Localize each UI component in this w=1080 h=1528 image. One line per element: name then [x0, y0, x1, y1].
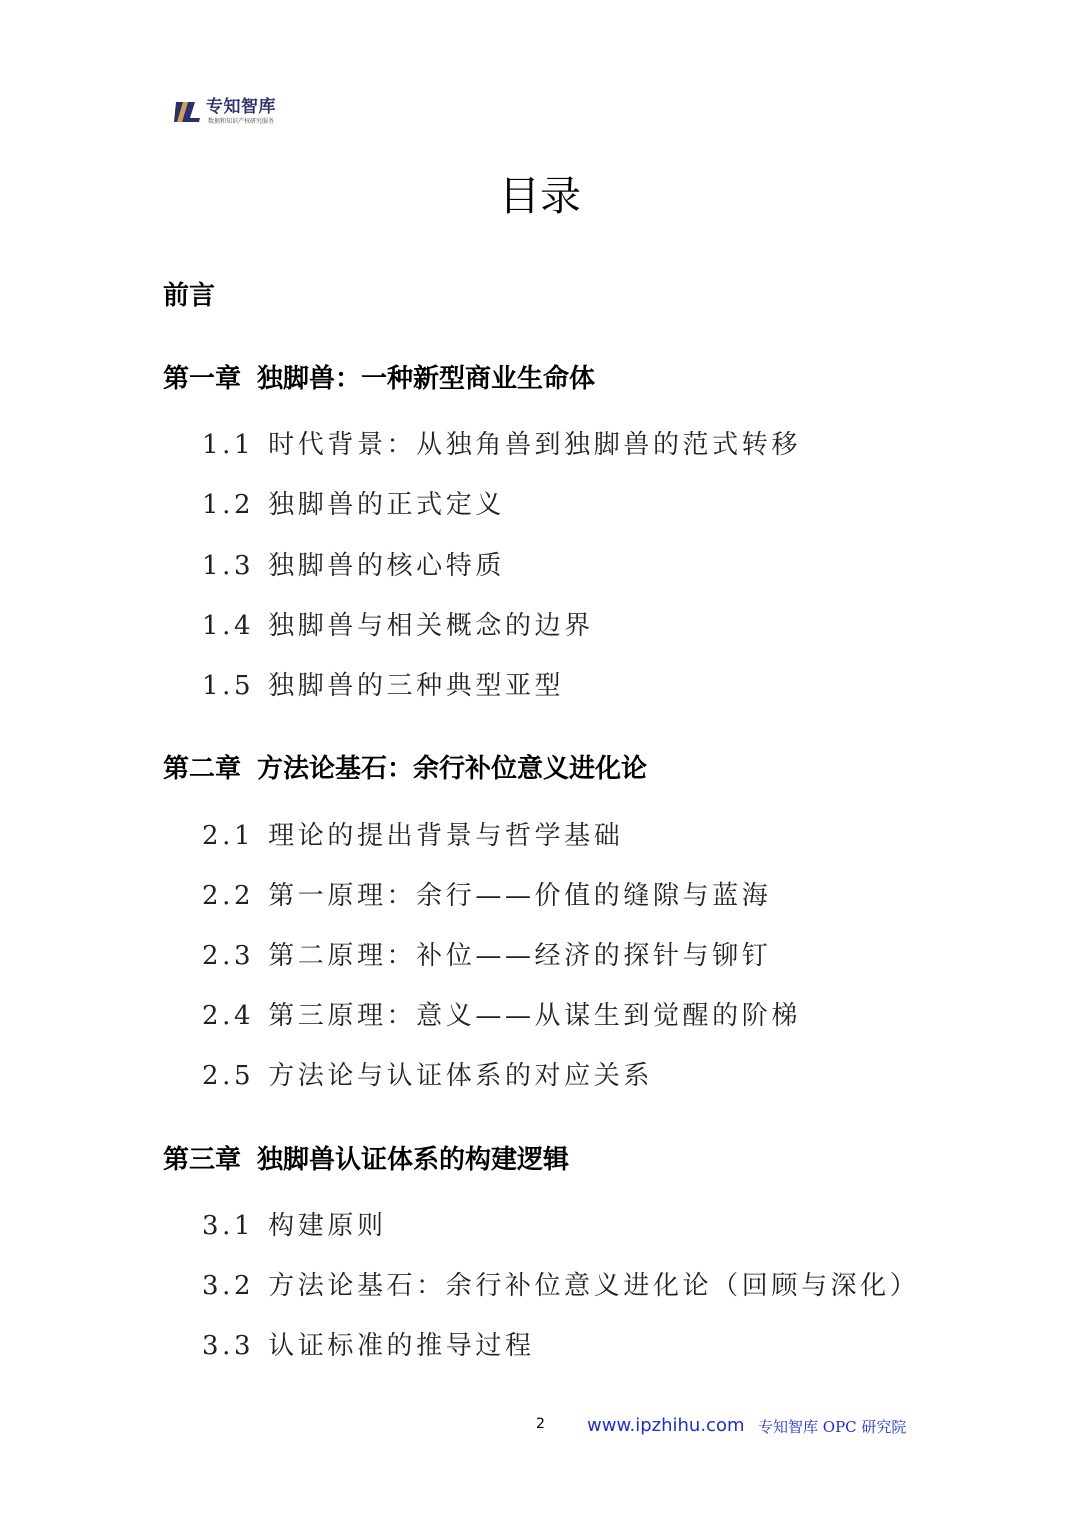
- section-title: 认证标准的推导过程: [268, 1331, 535, 1361]
- toc-section-3-2[interactable]: [202, 1269, 919, 1303]
- section-number: 1.1: [202, 430, 255, 460]
- toc-section-2-4[interactable]: [202, 999, 801, 1033]
- section-title: 构建原则: [268, 1211, 387, 1241]
- section-title: 方法论与认证体系的对应关系: [268, 1061, 653, 1091]
- section-title: 方法论基石：余行补位意义进化论（回顾与深化）: [268, 1271, 920, 1301]
- toc-section-1-3[interactable]: [202, 549, 505, 583]
- section-title: 第二原理：补位——经济的探针与铆钉: [268, 941, 772, 971]
- section-number: 2.5: [202, 1061, 255, 1091]
- chapter-label: 第三章: [163, 1145, 242, 1175]
- page-footer: [0, 1414, 1080, 1440]
- section-number: 1.2: [202, 490, 255, 520]
- toc-section-2-5[interactable]: [202, 1059, 653, 1093]
- toc-section-1-5[interactable]: [202, 669, 564, 703]
- section-title: 独脚兽的正式定义: [268, 490, 505, 520]
- section-title: 理论的提出背景与哲学基础: [268, 821, 624, 851]
- toc-chapter-1[interactable]: [163, 362, 595, 396]
- toc-section-1-4[interactable]: [202, 609, 594, 643]
- section-number: 2.3: [202, 941, 255, 971]
- toc-section-3-1[interactable]: [202, 1209, 387, 1243]
- page-title: 目录: [499, 172, 581, 220]
- section-number: 3.2: [202, 1271, 255, 1301]
- chapter-title: 方法论基石：余行补位意义进化论: [257, 754, 648, 784]
- toc-chapter-3[interactable]: [163, 1143, 569, 1177]
- toc-section-2-2[interactable]: [202, 879, 771, 913]
- toc-entry-label: 前言: [163, 281, 216, 311]
- section-title: 独脚兽的三种典型亚型: [268, 671, 565, 701]
- logo-tagline: 数据和知识产权研究服务: [208, 118, 275, 125]
- zl-logo-icon: [174, 98, 202, 126]
- section-number: 3.3: [202, 1331, 255, 1361]
- chapter-label: 第一章: [163, 364, 242, 394]
- section-title: 时代背景：从独角兽到独脚兽的范式转移: [268, 430, 801, 460]
- section-number: 1.4: [202, 611, 255, 641]
- chapter-title: 独脚兽：一种新型商业生命体: [257, 364, 596, 394]
- chapter-title: 独脚兽认证体系的构建逻辑: [257, 1145, 570, 1175]
- section-number: 2.1: [202, 821, 255, 851]
- toc-section-3-3[interactable]: [202, 1329, 535, 1363]
- logo: [174, 98, 276, 130]
- section-number: 1.3: [202, 551, 255, 581]
- toc-section-1-2[interactable]: [202, 488, 505, 522]
- toc-chapter-2[interactable]: [163, 752, 647, 786]
- section-title: 第一原理：余行——价值的缝隙与蓝海: [268, 881, 772, 911]
- website-link[interactable]: www.ipzhihu.com: [587, 1415, 745, 1436]
- toc-section-2-3[interactable]: [202, 939, 771, 973]
- chapter-label: 第二章: [163, 754, 242, 784]
- section-number: 3.1: [202, 1211, 255, 1241]
- section-number: 2.4: [202, 1001, 255, 1031]
- section-title: 第三原理：意义——从谋生到觉醒的阶梯: [268, 1001, 801, 1031]
- section-number: 2.2: [202, 881, 255, 911]
- toc-section-1-1[interactable]: [202, 428, 801, 462]
- page-number: 2: [536, 1416, 545, 1432]
- section-title: 独脚兽的核心特质: [268, 551, 505, 581]
- section-number: 1.5: [202, 671, 255, 701]
- toc-entry-preface[interactable]: [163, 279, 215, 313]
- logo-name: 专知智库: [206, 97, 276, 117]
- organization-name: 专知智库 OPC 研究院: [758, 1418, 907, 1436]
- section-title: 独脚兽与相关概念的边界: [268, 611, 594, 641]
- toc-section-2-1[interactable]: [202, 819, 623, 853]
